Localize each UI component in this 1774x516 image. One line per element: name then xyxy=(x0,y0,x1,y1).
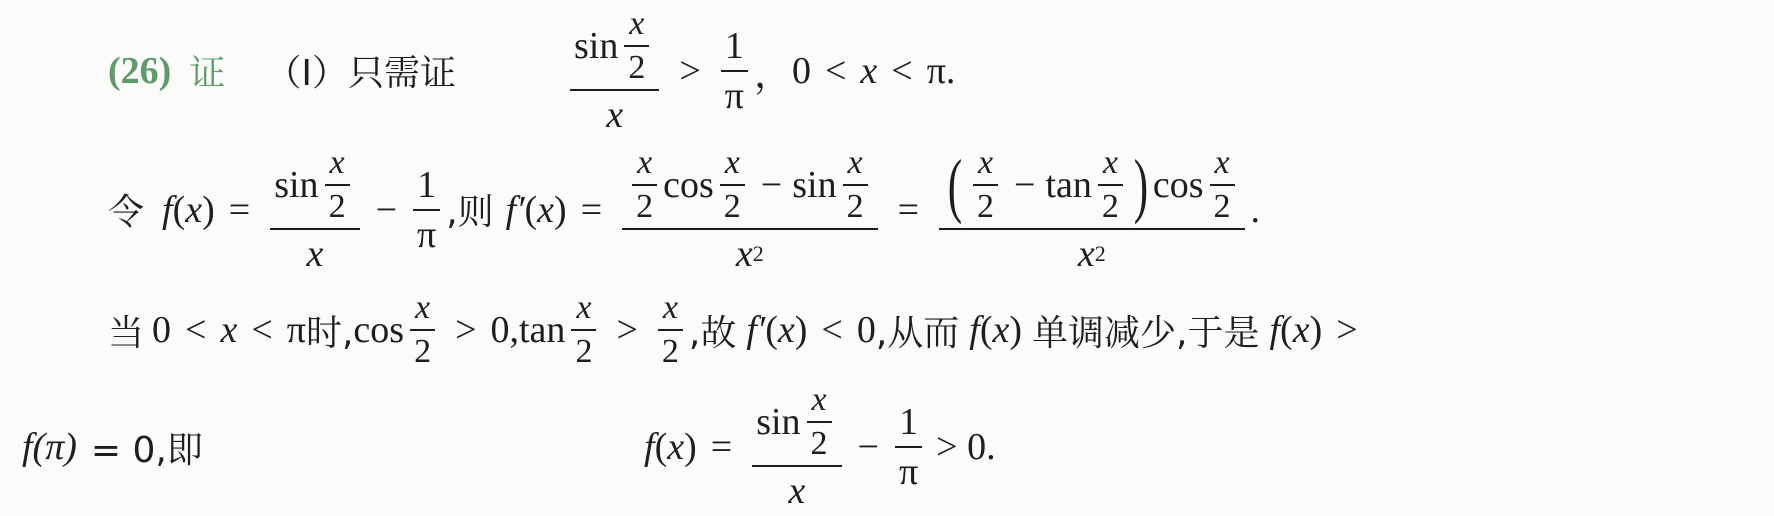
need-prove-text: 只需证 xyxy=(347,53,456,94)
part-label: （Ⅰ） xyxy=(265,53,348,94)
when-text: 当 xyxy=(108,312,145,354)
sin-over-x-fraction: sin $\frac{x}{2}$ x xyxy=(570,5,659,137)
result-tail: > 0. xyxy=(936,426,996,468)
inequality-1: sin $\frac{x}{2}$ x > $\frac{1}{\pi}$ ， 0 < x < π . xyxy=(564,5,955,137)
hence-text: ,从而 xyxy=(875,312,960,354)
f-definition-fraction: sin $\frac{x}{2}$ x xyxy=(270,144,359,276)
line-3: 当 0 < x < π 时, cos $\frac{x}{2}$ > 0 , tan $\frac{x}{2}$ > $\frac{x}{2}$ ,故 f′ ( x ) < 0 ,从而 f ( x ) 单调减少,于是 f ( x ) > xyxy=(108,289,1358,370)
line-4-formula: f ( x ) = sin $\frac{x}{2}$ x − $\frac{1}{\pi}$ > 0. xyxy=(644,381,996,512)
eq-zero-text: = 0,即 xyxy=(90,429,203,471)
let-text: 令 xyxy=(108,192,145,233)
then-text: ,则 xyxy=(446,192,494,233)
derivative-fraction-1: $\frac{x}{2}$ cos $\frac{x}{2}$ − sin $\frac{x}{2}$ x 2 xyxy=(622,144,877,276)
decreasing-text: 单调减少,于是 xyxy=(1032,312,1260,354)
line-1 xyxy=(108,4,956,136)
one-over-pi-fraction: $\frac{1}{\pi}$ xyxy=(721,24,748,118)
problem-number: (26) xyxy=(108,49,172,92)
proof-label: 证 xyxy=(189,53,226,94)
therefore-text: ,故 xyxy=(688,312,737,354)
line-4 xyxy=(22,382,203,512)
f-pi: f(π) xyxy=(22,426,77,468)
line-2: 令 f ( x ) = sin $\frac{x}{2}$ x − $\frac{1}{\pi}$ ,则 f′ ( x ) = $\frac{x}{2}$ cos $\frac{x}{2}$ − sin $\frac{x}{2}$ x 2 = ( $\frac{x}{2}$ − tan $\frac{x}{2}$ ) cos $\frac{x}{2}$ x 2 . xyxy=(108,143,1261,275)
derivative-fraction-2: ( $\frac{x}{2}$ − tan $\frac{x}{2}$ ) cos $\frac{x}{2}$ x 2 xyxy=(939,144,1245,276)
time-text: 时, xyxy=(305,312,354,354)
